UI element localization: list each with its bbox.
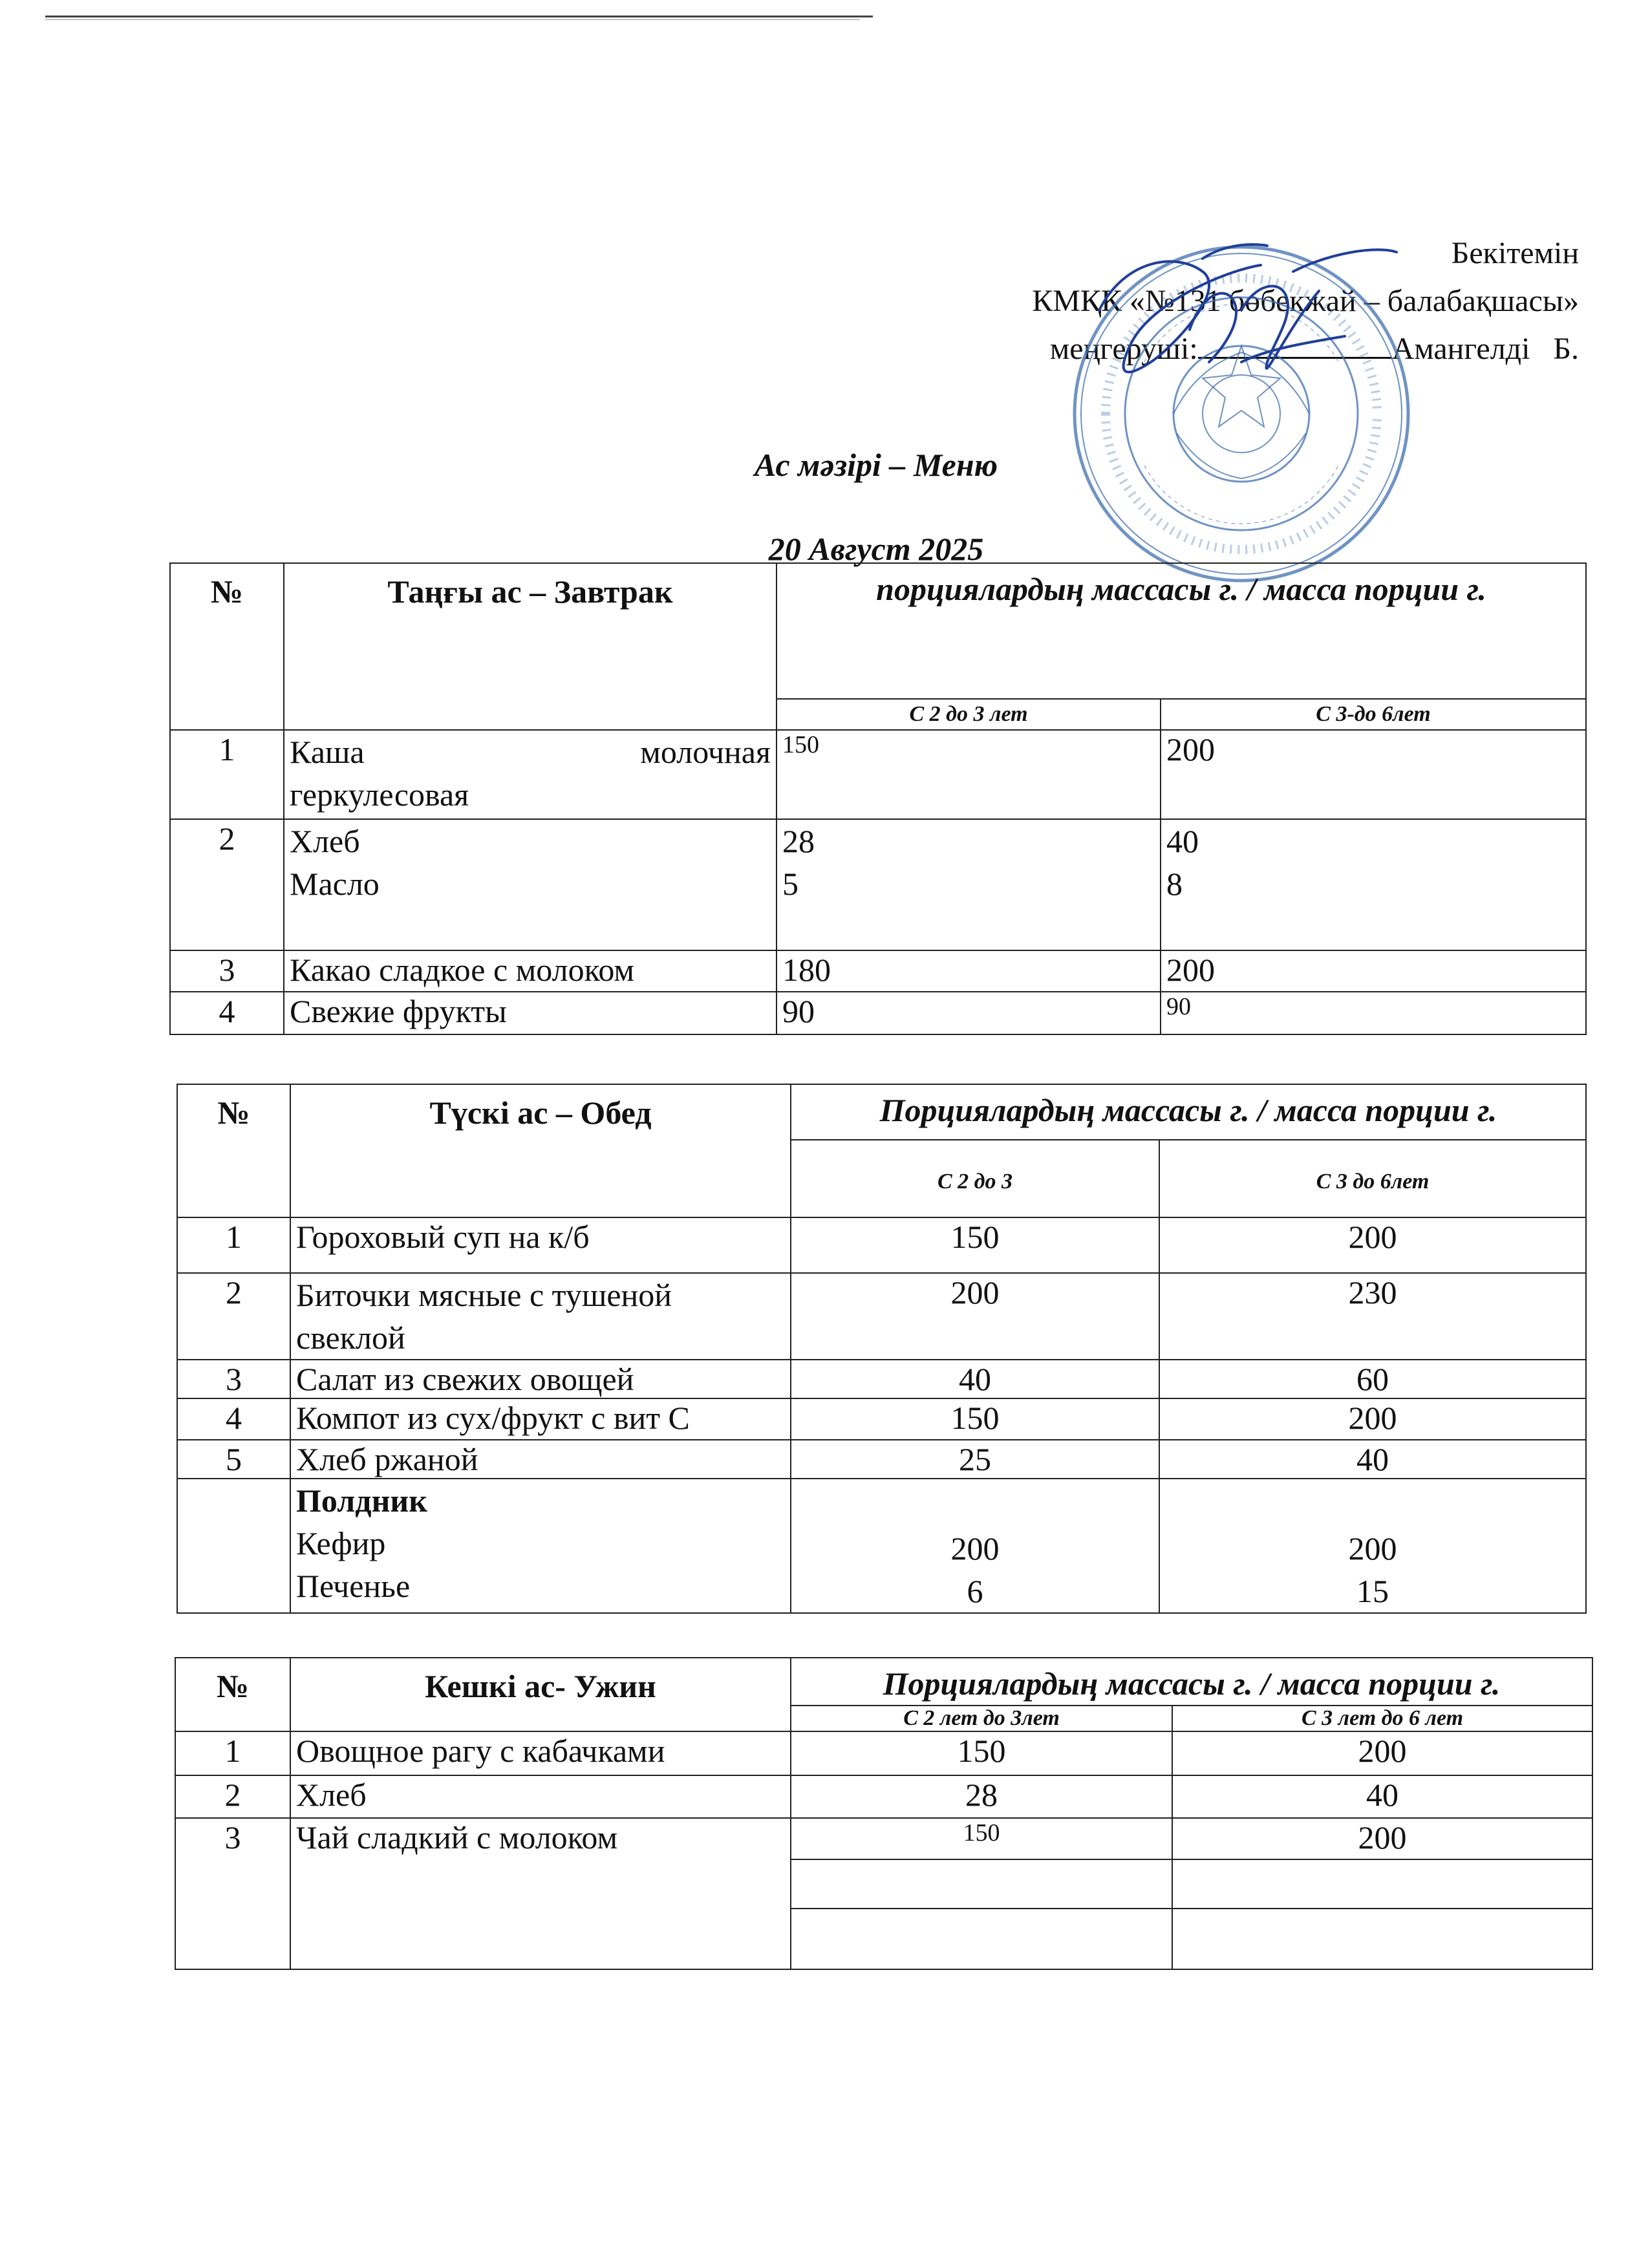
portion-2-3: 25 xyxy=(791,1440,1159,1479)
portion-value: 5 xyxy=(782,866,798,902)
table-header-row xyxy=(175,1658,1592,1706)
column-header-number: № xyxy=(175,1658,290,1731)
handwritten-signature xyxy=(1073,233,1409,414)
table-header-row xyxy=(170,563,1586,699)
portion-3-6: 90 xyxy=(1161,992,1586,1034)
dish-name-part: Масло xyxy=(290,866,380,902)
row-number: 5 xyxy=(177,1440,290,1479)
table-row xyxy=(177,1398,1586,1440)
column-header-mass: Порциялардың массасы г. / масса порции г. xyxy=(791,1658,1592,1706)
portion-3-6 xyxy=(1161,819,1586,950)
table-row xyxy=(177,1440,1586,1479)
empty-cell xyxy=(791,1859,1172,1909)
column-header-number: № xyxy=(177,1084,290,1217)
table-row xyxy=(177,1217,1586,1273)
dish-name xyxy=(290,1273,791,1360)
dish-name-part: молочная xyxy=(640,734,771,770)
table-row xyxy=(175,1731,1592,1775)
portion-2-3: 200 xyxy=(791,1273,1159,1360)
snack-title: Полдник xyxy=(296,1482,428,1519)
portion-3-6: 200 xyxy=(1161,730,1586,819)
dish-name xyxy=(284,819,777,950)
row-number xyxy=(177,1479,290,1613)
table-row xyxy=(177,1360,1586,1398)
page-title: Ас мәзірі – Меню xyxy=(754,447,998,483)
row-number: 4 xyxy=(177,1398,290,1440)
table-row xyxy=(170,819,1586,950)
dish-name-part: Хлеб xyxy=(290,823,360,859)
portion-2-3: 150 xyxy=(791,1731,1172,1775)
dish-name-part: геркулесовая xyxy=(290,776,469,813)
portion-3-6: 200 xyxy=(1159,1217,1586,1273)
empty-cell xyxy=(1172,1859,1592,1909)
organization-name: КМҚК «№131 бөбекжай – балабақшасы» xyxy=(1032,284,1579,318)
portion-2-3: 90 xyxy=(777,992,1161,1034)
dish-name: Какао сладкое с молоком xyxy=(284,950,777,992)
portion-2-3: 180 xyxy=(777,950,1161,992)
dish-name: Печенье xyxy=(296,1568,411,1604)
dish-name: Свежие фрукты xyxy=(284,992,777,1034)
table-row xyxy=(170,950,1586,992)
row-number: 4 xyxy=(170,992,284,1034)
empty-cell xyxy=(1172,1909,1592,1969)
portion-3-6: 40 xyxy=(1159,1440,1586,1479)
column-header-age-2-3: С 2 до 3 xyxy=(791,1140,1159,1217)
column-header-number: № xyxy=(170,563,284,730)
portion-2-3: 150 xyxy=(791,1217,1159,1273)
approval-title: Бекітемін xyxy=(1451,236,1579,270)
dish-name: Кефир xyxy=(296,1525,386,1561)
portion-3-6: 200 xyxy=(1159,1398,1586,1440)
portion-2-3 xyxy=(777,819,1161,950)
director-name: Амангелді Б. xyxy=(1391,332,1579,366)
portion-2-3: 150 xyxy=(791,1398,1159,1440)
dish-name: Салат из свежих овощей xyxy=(290,1360,791,1398)
portion-3-6: 40 xyxy=(1172,1775,1592,1818)
dish-name: Чай сладкий с молоком xyxy=(290,1818,791,1969)
column-header-mass: Порциялардың массасы г. / масса порции г. xyxy=(791,1084,1586,1140)
portion-value: 8 xyxy=(1166,866,1183,902)
column-header-age-3-6: С 3 лет до 6 лет xyxy=(1172,1706,1592,1731)
dish-name xyxy=(284,730,777,819)
snack-row xyxy=(177,1479,1586,1613)
dish-name-part: Биточки мясные с тушеной xyxy=(296,1277,672,1313)
portion-3-6: 60 xyxy=(1159,1360,1586,1398)
dish-name: Компот из сух/фрукт с вит С xyxy=(290,1398,791,1440)
row-number: 2 xyxy=(177,1273,290,1360)
table-row xyxy=(175,1775,1592,1818)
portion-value: 200 xyxy=(950,1530,1000,1567)
column-header-age-3-6: С 3-до 6лет xyxy=(1161,699,1586,730)
portion-3-6: 230 xyxy=(1159,1273,1586,1360)
portion-2-3 xyxy=(791,1479,1159,1613)
table-row xyxy=(170,992,1586,1034)
row-number: 2 xyxy=(170,819,284,950)
scan-edge-line xyxy=(45,16,873,17)
column-header-mass: порциялардың массасы г. / масса порции г. xyxy=(777,563,1586,699)
table-row xyxy=(170,730,1586,819)
dish-name-part: свеклой xyxy=(296,1320,405,1356)
portion-value: 28 xyxy=(782,823,815,859)
table-header-row xyxy=(177,1084,1586,1140)
portion-3-6: 200 xyxy=(1161,950,1586,992)
column-header-age-2-3: С 2 до 3 лет xyxy=(777,699,1161,730)
column-header-age-3-6: С 3 до 6лет xyxy=(1159,1140,1586,1217)
dish-name-part: Каша xyxy=(290,734,365,770)
portion-value: 15 xyxy=(1356,1573,1389,1609)
dish-name: Хлеб ржаной xyxy=(290,1440,791,1479)
dish-name: Овощное рагу с кабачками xyxy=(290,1731,791,1775)
column-header-age-2-3: С 2 лет до 3лет xyxy=(791,1706,1172,1731)
portion-2-3: 40 xyxy=(791,1360,1159,1398)
snack-items xyxy=(290,1479,791,1613)
column-header-name: Түскі ас – Обед xyxy=(290,1084,791,1217)
row-number: 1 xyxy=(177,1217,290,1273)
breakfast-table xyxy=(169,562,1587,1035)
column-header-name: Таңғы ас – Завтрак xyxy=(284,563,777,730)
row-number: 1 xyxy=(170,730,284,819)
director-label: меңгеруші: xyxy=(1049,332,1198,366)
row-number: 3 xyxy=(170,950,284,992)
dinner-table xyxy=(175,1657,1593,1970)
dish-name: Хлеб xyxy=(290,1775,791,1818)
menu-date: 20 Август 2025 xyxy=(768,531,984,567)
dish-name: Гороховый суп на к/б xyxy=(290,1217,791,1273)
portion-2-3: 28 xyxy=(791,1775,1172,1818)
portion-3-6 xyxy=(1159,1479,1586,1613)
lunch-table xyxy=(177,1084,1587,1614)
portion-value: 200 xyxy=(1348,1530,1397,1567)
portion-3-6: 200 xyxy=(1172,1731,1592,1775)
row-number: 3 xyxy=(177,1360,290,1398)
portion-2-3: 150 xyxy=(791,1818,1172,1859)
row-number: 3 xyxy=(175,1818,290,1969)
portion-3-6: 200 xyxy=(1172,1818,1592,1859)
row-number: 1 xyxy=(175,1731,290,1775)
empty-cell xyxy=(791,1909,1172,1969)
scan-edge-line xyxy=(45,19,860,20)
table-row xyxy=(175,1818,1592,1859)
portion-2-3: 150 xyxy=(777,730,1161,819)
portion-value: 6 xyxy=(967,1573,983,1609)
row-number: 2 xyxy=(175,1775,290,1818)
table-row xyxy=(177,1273,1586,1360)
portion-value: 40 xyxy=(1166,823,1199,859)
column-header-name: Кешкі ас- Ужин xyxy=(290,1658,791,1731)
